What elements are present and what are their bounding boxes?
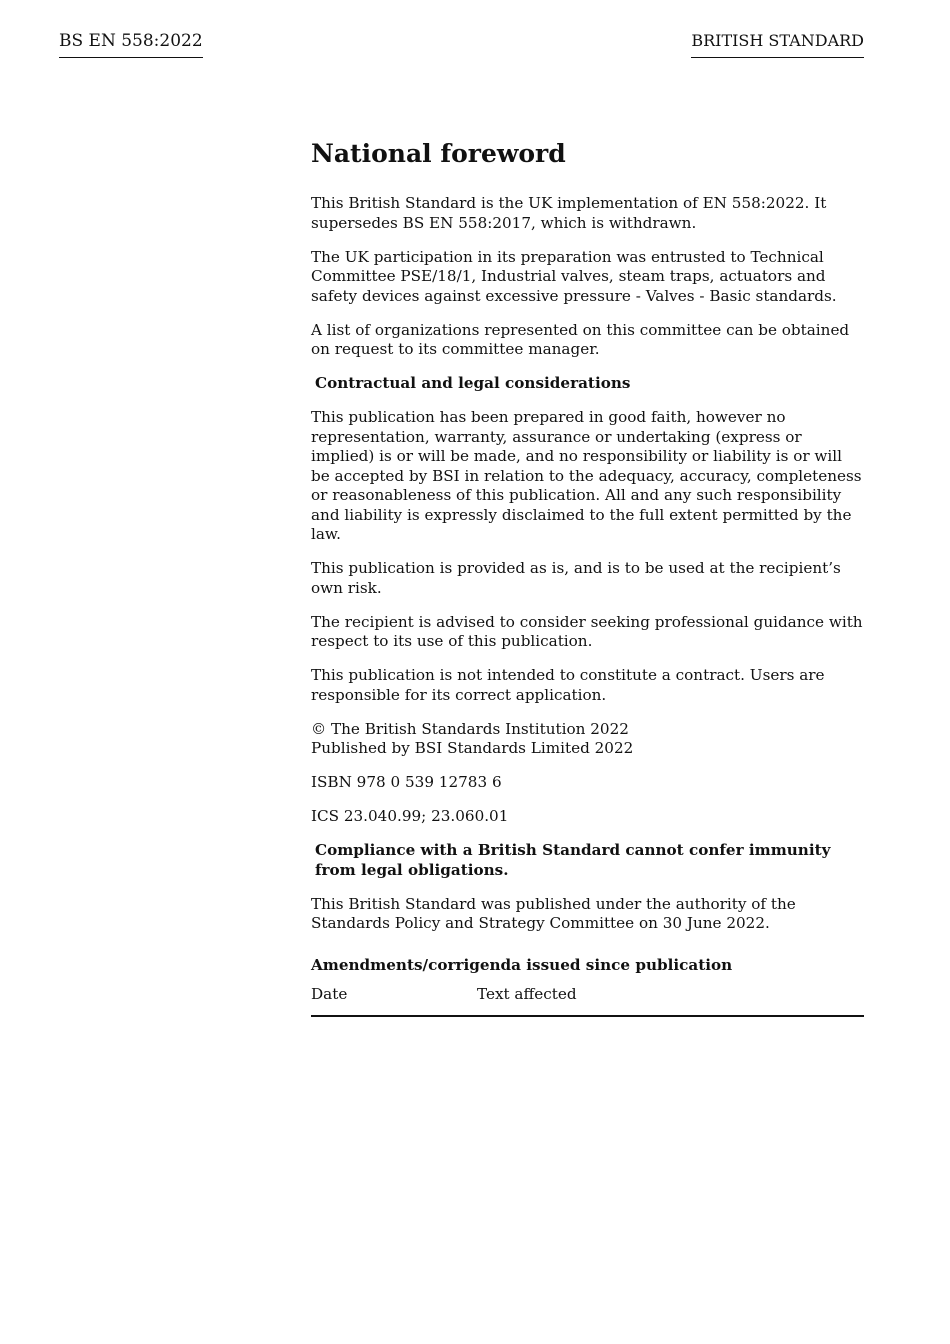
ics: ICS 23.040.99; 23.060.01 bbox=[311, 807, 509, 825]
paragraph-contract: This publication is not intended to constitute a contract. Users are responsible for its correct application. bbox=[311, 666, 825, 704]
copyright-line: © The British Standards Institution 2022 bbox=[311, 719, 629, 738]
paragraph-risk: This publication is provided as is, and is to be used at the recipient’s own risk. bbox=[311, 559, 841, 597]
amendments-heading: Amendments/corrigenda issued since publication bbox=[311, 955, 733, 974]
paragraph-guidance: The recipient is advised to consider seeking professional guidance with respect to its use of this publication. bbox=[311, 612, 863, 650]
paragraph-organizations: A list of organizations represented on this committee can be obtained on request to its committee manager. bbox=[311, 320, 850, 358]
main-content bbox=[311, 138, 864, 1017]
paragraph-implementation: This British Standard is the UK implementation of EN 558:2022. It supersedes BS EN 558:2017, which is withdrawn. bbox=[311, 194, 827, 232]
paragraph-disclaimer: This publication has been prepared in good faith, however no representation, warranty, assurance or undertaking (express or implied) is or will be made, and no responsibility or liability is or will be accepted by BSI in relation to the adequacy, accuracy, completeness or reasonableness of this publication. All and any such responsibility and liability is expressly disclaimed to the full extent permitted by the law. bbox=[311, 408, 862, 543]
header-doc-id: BS EN 558:2022 bbox=[59, 30, 203, 58]
header-doc-type: BRITISH STANDARD bbox=[691, 30, 864, 58]
compliance-notice: Compliance with a British Standard cannot confer immunity from legal obligations. bbox=[315, 841, 831, 879]
isbn: ISBN 978 0 539 12783 6 bbox=[311, 773, 502, 791]
amendments-table bbox=[311, 985, 864, 1017]
paragraph-authority: This British Standard was published under the authority of the Standards Policy and Strategy Committee on 30 June 2022. bbox=[311, 894, 796, 932]
page-title: National foreword bbox=[311, 139, 566, 168]
column-header-date: Date bbox=[311, 985, 348, 1003]
column-header-text-affected: Text affected bbox=[477, 985, 577, 1003]
publisher-line: Published by BSI Standards Limited 2022 bbox=[311, 739, 634, 757]
paragraph-committee: The UK participation in its preparation was entrusted to Technical Committee PSE/18/1, Industrial valves, steam traps, actuators and safety devices against excessive pressure - Valves - Basic standards. bbox=[311, 247, 837, 305]
contract-heading: Contractual and legal considerations bbox=[315, 374, 631, 392]
copyright-block bbox=[311, 720, 864, 759]
